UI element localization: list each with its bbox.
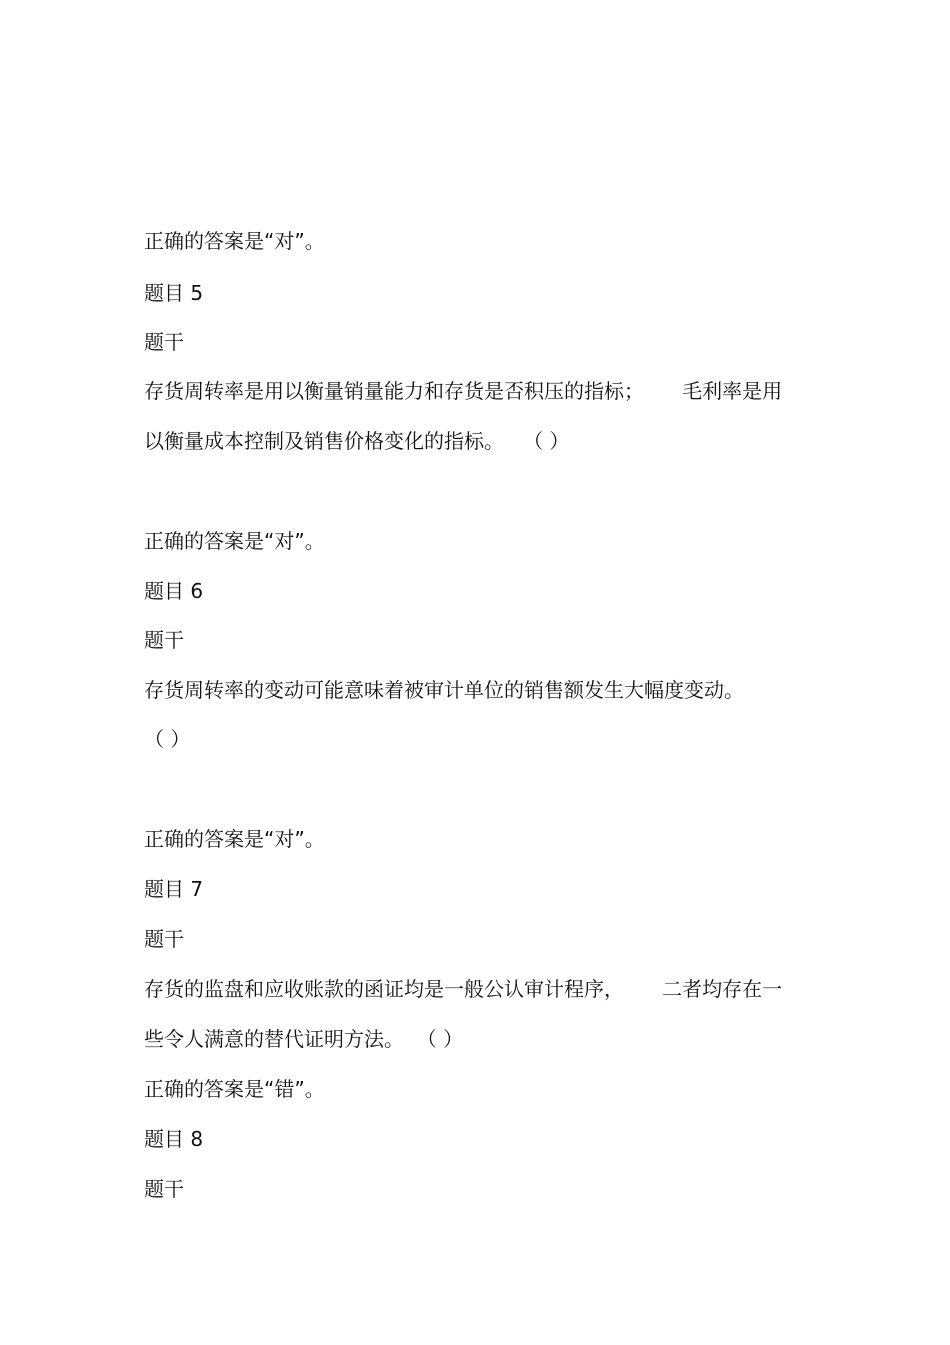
question-stem-line: 存货周转率的变动可能意味着被审计单位的销售额发生大幅度变动。 — [144, 678, 744, 702]
stem-label: 题干 — [144, 1177, 184, 1201]
question-number: 题目 8 — [144, 1127, 204, 1151]
question-stem-line: 以衡量成本控制及销售价格变化的指标。 （ ） — [144, 429, 570, 453]
stem-label: 题干 — [144, 628, 184, 652]
question-stem-line: 些令人满意的替代证明方法。 （ ） — [144, 1027, 464, 1051]
question-number: 题目 5 — [144, 281, 204, 305]
question-number: 题目 7 — [144, 877, 204, 901]
correct-answer-text: 正确的答案是“对”。 — [144, 229, 325, 253]
question-stem-line: 存货的监盘和应收账款的函证均是一般公认审计程序， 二者均存在一 — [144, 977, 783, 1001]
question-stem-line: 存货周转率是用以衡量销量能力和存货是否积压的指标； 毛利率是用 — [144, 379, 783, 403]
question-number: 题目 6 — [144, 579, 204, 603]
stem-label: 题干 — [144, 330, 184, 354]
correct-answer-text: 正确的答案是“对”。 — [144, 827, 325, 851]
question-stem-line: （ ） — [144, 727, 191, 751]
stem-label: 题干 — [144, 927, 184, 951]
correct-answer-text: 正确的答案是“对”。 — [144, 529, 325, 553]
correct-answer-text: 正确的答案是“错”。 — [144, 1077, 325, 1101]
